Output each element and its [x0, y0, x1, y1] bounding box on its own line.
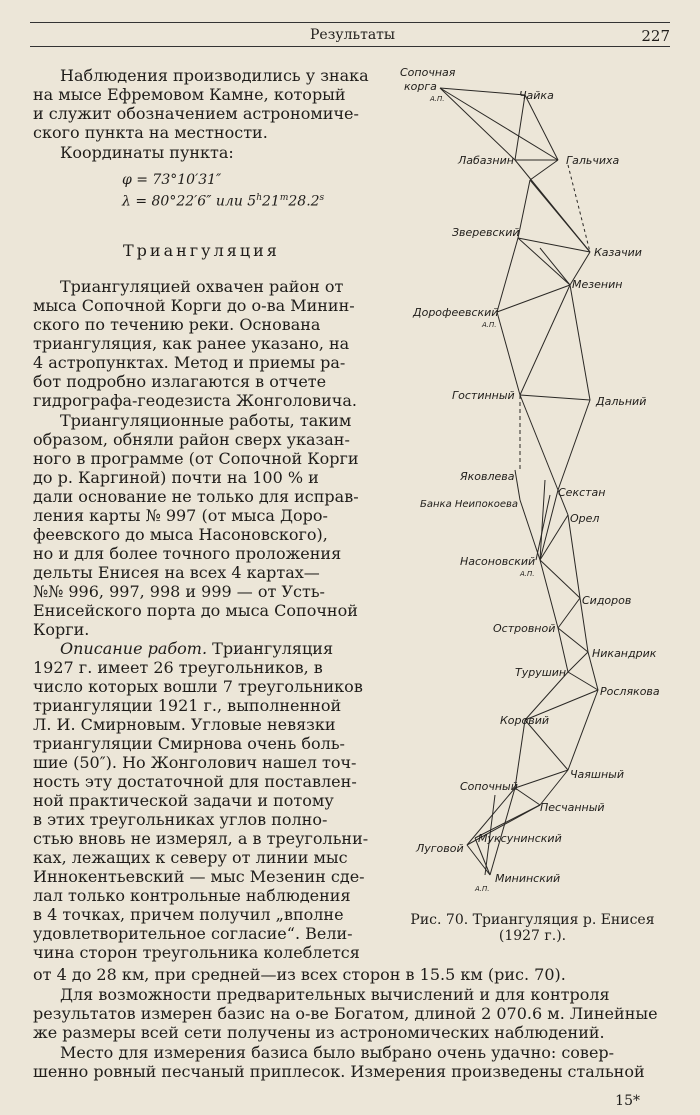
station-chaika: Чайка — [519, 89, 554, 102]
station-mininsky: Мининский — [495, 872, 561, 885]
text-line: стью вновь не измерял, а в треугольни- — [33, 829, 369, 848]
text-line: Наблюдения производились у знака — [60, 66, 369, 85]
text-line: ность эту достаточной для поставлен- — [33, 772, 357, 791]
text-line: но и для более точного проложения — [33, 544, 342, 563]
text-line: №№ 996, 997, 998 и 999 — от Усть- — [33, 582, 325, 601]
text-line: дельты Енисея на всех 4 картах— — [33, 563, 320, 582]
formula-minute-unit: m — [279, 193, 289, 203]
station-banka: Банка Неипокоева — [420, 499, 519, 510]
text-line: триангуляции Смирнова очень боль- — [33, 734, 345, 753]
station-turushin: Турушин — [515, 666, 567, 679]
page-number: 227 — [641, 27, 670, 45]
formula-hour-unit: h — [256, 193, 262, 203]
text-line: Л. И. Смирновым. Угловые невязки — [33, 715, 336, 734]
text-line: бот подробно излагаются в отчете — [33, 372, 327, 391]
text-line: шие (50″). Но Жонголович нашел точ- — [33, 753, 357, 772]
formula-minutes: 21 — [262, 193, 280, 210]
station-nasonovsky: Насоновский — [460, 555, 536, 568]
text-line: ной практической задачи и потому — [33, 791, 334, 810]
station-gostinny: Гостинный — [452, 389, 515, 402]
station-yakovleva: Яковлева — [460, 470, 515, 483]
station-labaznin: Лабазнин — [458, 154, 514, 167]
running-head: Результаты — [310, 27, 396, 43]
text-line: феевского до мыса Насоновского), — [33, 525, 328, 544]
station-sidorov: Сидоров — [582, 594, 632, 607]
text-line: дали основание не только для исправ- — [33, 487, 359, 506]
text-line: Енисейского порта до мыса Сопочной — [33, 601, 358, 620]
station-sopochnaya-2: корга — [404, 80, 437, 93]
text-line: число которых вошли 7 треугольников — [33, 677, 363, 696]
station-dalny: Дальний — [596, 395, 647, 408]
section-title: Триангуляция — [123, 241, 280, 260]
station-chayashny: Чаяшный — [570, 768, 624, 781]
text-line: ного в программе (от Сопочной Корги — [33, 449, 359, 468]
text-line: триангуляции 1921 г., выполненной — [33, 696, 342, 715]
text-line: 4 астропунктах. Метод и приемы ра- — [33, 353, 346, 372]
text-line: ках, лежащих к северу от линии мыс — [33, 848, 348, 867]
text-line: чина сторон треугольника колеблется — [33, 943, 360, 962]
text-line: 1927 г. имеет 26 треугольников, в — [33, 658, 323, 677]
signature-mark: 15* — [615, 1093, 640, 1109]
text-line: гидрографа-геодезиста Жонголовича. — [33, 391, 357, 410]
text-line: удовлетворительное согласие“. Вели- — [33, 924, 353, 943]
text-line: ского по течению реки. Основана — [33, 315, 321, 334]
text-line: ления карты № 997 (от мыса Доро- — [33, 506, 328, 525]
station-zverevsky: Зверевский — [452, 226, 520, 239]
ap-mark: А.П. — [430, 95, 445, 103]
ap-mark: А.П. — [520, 570, 535, 578]
formula-second-unit: s — [319, 193, 325, 203]
text-line: Корги. — [33, 620, 90, 639]
station-mezenin: Мезенин — [572, 278, 623, 291]
station-muksuninsky: Муксунинский — [478, 832, 562, 845]
formula-longitude-main: λ = 80°22′6″ или 5 — [122, 193, 257, 210]
station-roslyakova: Рослякова — [600, 685, 660, 698]
text-line: Триангуляционные работы, таким — [60, 411, 352, 430]
text-line: до р. Каргиной) почти на 100 % и — [33, 468, 319, 487]
text-line: Иннокентьевский — мыс Мезенин сде- — [33, 867, 365, 886]
text-line: Место для измерения базиса было выбрано очень удачно: совер- — [60, 1043, 615, 1062]
text-line: в этих треугольниках углов полно- — [33, 810, 328, 829]
station-dorofeevsky: Дорофеевский — [413, 306, 499, 319]
station-sekstan: Секстан — [558, 486, 606, 499]
text-line: в 4 точках, причем получил „вполне — [33, 905, 344, 924]
text-line: мыса Сопочной Корги до о-ва Минин- — [33, 296, 355, 315]
station-peschanny: Песчанный — [540, 801, 605, 814]
station-nikandrik: Никандрик — [592, 647, 657, 660]
text-line: Триангуляцией охвачен район от — [60, 277, 344, 296]
text-line: и служит обозначением астрономиче- — [33, 104, 359, 123]
text-line: ского пункта на местности. — [33, 123, 268, 142]
station-korovii: Коровий — [500, 714, 550, 727]
figure-caption — [410, 912, 655, 944]
station-ostrovnoi: Островной — [493, 622, 556, 635]
station-labels — [400, 66, 660, 893]
formula-seconds: 28.2 — [288, 193, 320, 210]
figure-caption-line1: Рис. 70. Триангуляция р. Енисея — [410, 912, 655, 928]
station-sopochny: Сопочный — [460, 780, 518, 793]
formula-latitude: φ = 73°10′31″ — [122, 172, 222, 188]
text-line: Для возможности предварительных вычислений и для контроля — [60, 985, 610, 1004]
station-sopochnaya: Сопочная — [400, 66, 456, 79]
ap-mark: А.П. — [482, 321, 497, 329]
station-galchikha: Гальчиха — [566, 154, 620, 167]
station-kazachii: Казачии — [594, 246, 642, 259]
figure-caption-line2: (1927 г.). — [498, 928, 567, 944]
subsection-lead: Описание работ. — [60, 639, 208, 658]
text-line: лал только контрольные наблюдения — [33, 886, 351, 905]
station-orel: Орел — [570, 512, 600, 525]
text-line-rest: Триангуляция — [207, 639, 334, 658]
text-line: шенно ровный песчаный приплесок. Измерения произведены стальной — [33, 1062, 645, 1081]
ap-mark: А.П. — [475, 885, 490, 893]
text-line: триангуляция, как ранее указано, на — [33, 334, 350, 353]
text-line: на мысе Ефремовом Камне, который — [33, 85, 346, 104]
text-line: Координаты пункта: — [60, 143, 234, 162]
text-line: же размеры всей сети получены из астрономических наблюдений. — [33, 1023, 605, 1042]
station-lugovoi: Луговой — [416, 842, 464, 855]
text-line: от 4 до 28 км, при средней—из всех сторон в 15.5 км (рис. 70). — [33, 965, 566, 984]
text-line: результатов измерен базис на о-ве Богатом, длиной 2 070.6 м. Линейные — [33, 1004, 658, 1023]
text-line: образом, обняли район сверх указан- — [33, 430, 350, 449]
